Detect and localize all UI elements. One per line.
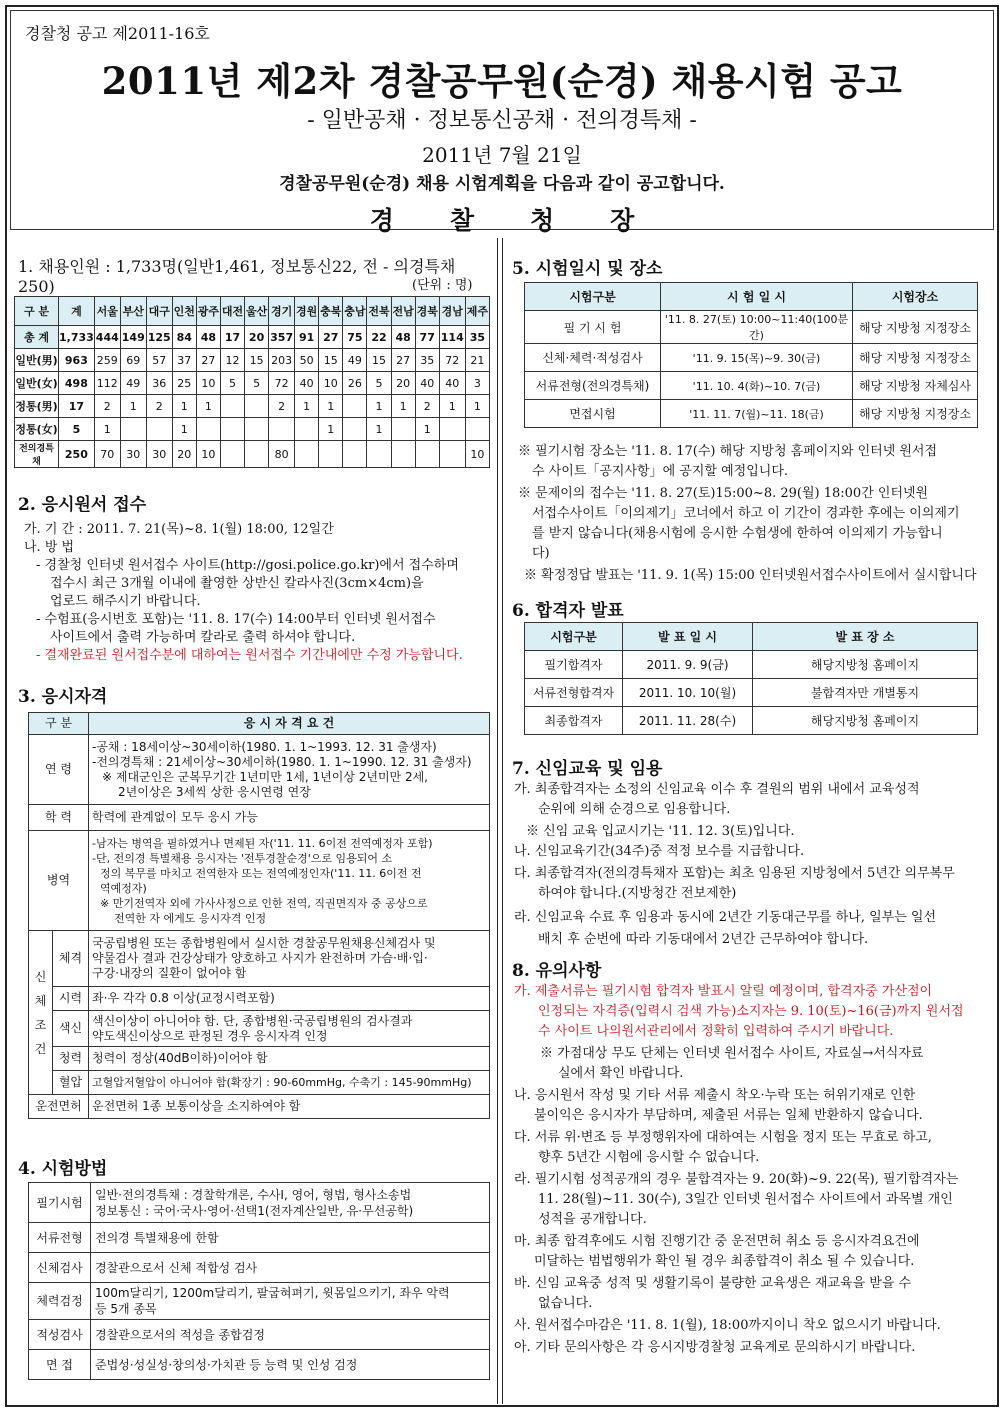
- table-header-cell: 시험구분: [525, 283, 661, 311]
- method-line: 정보통신 : 국어·국사·영어·선택1(전자계산일반, 유·무선공학): [95, 1203, 414, 1218]
- s8-line: 미달하는 범법행위가 확인 될 경우 최종합격이 취소 될 수 있습니다.: [534, 1254, 915, 1269]
- method-desc: [91, 1223, 490, 1253]
- s5-note-line: 수 사이트「공지사항」에 공지할 예정입니다.: [532, 464, 789, 479]
- table-cell: 1: [415, 418, 439, 441]
- s8-line: 마. 최종 합격후에도 시험 진행기간 중 운전면허 취소 등 응시자격요건에: [514, 1234, 920, 1249]
- table-cell: [343, 395, 367, 418]
- method-line: 경찰관으로서의 적성을 종합검정: [95, 1327, 265, 1342]
- table-cell: 30: [120, 441, 146, 468]
- s8-red-line: 수 사이트 나의원서관리에서 정확히 입력하여 주시기 바랍니다.: [538, 1024, 894, 1039]
- table-cell: [220, 441, 244, 468]
- s8-red-line: 인정되는 자격증(입력시 검색 가능)소지자는 9. 10(토)~16(금)까지 원서접: [538, 1004, 964, 1019]
- table-cell: 2011. 9. 9(금): [623, 651, 753, 679]
- table-cell: [146, 418, 172, 441]
- table-cell: 27: [319, 326, 343, 349]
- table-cell: 20: [172, 441, 196, 468]
- age-cell: [89, 735, 490, 805]
- table-cell: 40: [415, 372, 439, 395]
- s2-line: 가. 기 간 : 2011. 7. 21(목)~8. 1(월) 18:00, 12일간: [24, 522, 334, 537]
- table-row: [15, 372, 490, 395]
- table-cell: 84: [172, 326, 196, 349]
- table-cell: 1: [367, 418, 391, 441]
- method-desc: [91, 1183, 490, 1223]
- table-cell: 2: [415, 395, 439, 418]
- phys-cell: [89, 931, 490, 987]
- s5-note-line: 다): [532, 546, 550, 561]
- s2-line: 업로드 해주시기 바랍니다.: [50, 594, 201, 609]
- table-header-cell: 충남: [343, 297, 367, 326]
- table-cell: 72: [439, 349, 465, 372]
- table-cell: '11. 8. 27(토) 10:00~11:40(100분간): [661, 311, 853, 344]
- color-label: 색신: [53, 1011, 89, 1047]
- s2-line: - 경찰청 인터넷 원서접수 사이트(http://gosi.police.go.kr)에서 접수하며: [36, 558, 459, 573]
- s7-line: ※ 신임 교육 입교시기는 '11. 12. 3(토)입니다.: [526, 824, 795, 839]
- s8-line: 없습니다.: [538, 1296, 593, 1311]
- intro-text: 경찰공무원(순경) 채용 시험계획을 다음과 같이 공고합니다.: [279, 174, 725, 194]
- table-cell: [245, 395, 269, 418]
- s3-heading: 3. 응시자격: [18, 687, 108, 707]
- age-line: ※ 제대군인은 군복무기간 1년미만 1세, 1년이상 2년미만 2세,: [102, 769, 428, 784]
- s1-unit: (단위 : 명): [412, 278, 473, 293]
- table-cell: 22: [367, 326, 391, 349]
- s7-line: 가. 최종합격자는 소정의 신임교육 이수 후 결원의 범위 내에서 교육성적: [514, 782, 920, 797]
- table-cell: 50: [295, 349, 319, 372]
- s1-heading: 1. 채용인원 : 1,733명(일반1,461, 정보통신22, 전 - 의경특채250): [18, 257, 456, 296]
- table-cell: 1: [172, 418, 196, 441]
- age-label: 연 령: [29, 735, 89, 805]
- table-cell: 72: [269, 372, 295, 395]
- table-cell: [269, 418, 295, 441]
- table-cell: 2011. 11. 28(수): [623, 707, 753, 735]
- s5-note-line: 서접수사이트「이의제기」코너에서 하고 이 기간이 경과한 후에는 이의제기: [532, 506, 960, 521]
- table-header-cell: 대구: [146, 297, 172, 326]
- table-cell: 서류전형(전의경특채): [525, 372, 661, 400]
- table-row: [15, 326, 490, 349]
- table-cell: 2: [146, 395, 172, 418]
- table-row: [15, 395, 490, 418]
- table-header-cell: 광주: [196, 297, 220, 326]
- table-header-cell: 발 표 일 시: [623, 623, 753, 651]
- table-cell: [439, 418, 465, 441]
- vis-cell: 좌·우 각각 0.8 이상(교정시력포함): [89, 987, 490, 1011]
- table-row: [15, 349, 490, 372]
- s7-line: 다. 최종합격자(전의경특채자 포함)는 최초 임용된 지방청에서 5년간 의무복무: [514, 866, 955, 881]
- table-cell: 1: [319, 418, 343, 441]
- s8-heading: 8. 유의사항: [512, 961, 602, 981]
- mil-line: -단, 전의경 특별채용 응시자는 '전투경찰순경'으로 임용되어 소: [92, 851, 393, 865]
- table-cell: 10: [196, 441, 220, 468]
- table-cell: [319, 441, 343, 468]
- lic-cell: 운전면허 1종 보통이상을 소지하여야 함: [89, 1095, 490, 1119]
- table-cell: 12: [220, 349, 244, 372]
- mil-line: 정의 복무를 마치고 전역한자 또는 전역예정인자('11. 11. 6이전 전: [100, 866, 422, 880]
- table-header-cell: 발 표 장 소: [753, 623, 978, 651]
- exam-method-table: [28, 1182, 490, 1380]
- s6-heading: 6. 합격자 발표: [512, 601, 624, 621]
- table-cell: 5: [220, 372, 244, 395]
- table-cell: 203: [269, 349, 295, 372]
- table-cell: 해당지방청 홈페이지: [753, 707, 978, 735]
- s8-line: 라. 필기시험 성적공개의 경우 불합격자는 9. 20(화)~9. 22(목), 필기합격자는: [514, 1172, 959, 1187]
- table-cell: 80: [269, 441, 295, 468]
- table-header-cell: 시험구분: [525, 623, 623, 651]
- s5-note-line: ※ 확정정답 발표는 '11. 9. 1(목) 15:00 인터넷원서접수사이트에서 실시합니다: [524, 568, 977, 583]
- mil-line: -남자는 병역을 필하였거나 면제된 자('11. 11. 6이전 전역예정자 포함): [92, 836, 433, 850]
- table-cell: 면접시험: [525, 400, 661, 428]
- table-cell: 필 기 시 험: [525, 311, 661, 344]
- s8-line: 성적을 공개합니다.: [538, 1212, 647, 1227]
- s7-line: 나. 신임교육기간(34주)중 적정 보수를 지급합니다.: [514, 844, 805, 859]
- table-cell: 2: [94, 395, 120, 418]
- s8-line: ※ 가점대상 무도 단체는 인터넷 원서접수 사이트, 자료실→서식자료: [540, 1046, 924, 1061]
- method-line: 일반·전의경특채 : 경찰학개론, 수사Ⅰ, 영어, 형법, 형사소송법: [95, 1187, 412, 1202]
- table-cell: 15: [245, 349, 269, 372]
- method-desc: [91, 1283, 490, 1320]
- qualification-table: [28, 712, 490, 1119]
- age-line: 2년이상은 3세씩 상한 응시연령 연장: [118, 784, 311, 799]
- table-cell: 2011. 10. 10(월): [623, 679, 753, 707]
- table-cell: 498: [59, 372, 95, 395]
- hear-cell: 청력이 정상(40dB이하)이어야 함: [89, 1047, 490, 1071]
- table-cell: [295, 418, 319, 441]
- table-header-cell: 경원: [295, 297, 319, 326]
- table-cell: 1: [465, 395, 489, 418]
- table-cell: 전의경특채: [15, 441, 59, 468]
- method-desc: [91, 1350, 490, 1380]
- table-cell: 서류전형합격자: [525, 679, 623, 707]
- table-cell: 10: [319, 372, 343, 395]
- table-cell: [295, 441, 319, 468]
- table-cell: 1: [94, 418, 120, 441]
- method-label: 필기시험: [29, 1183, 91, 1223]
- s8-line: 불이익은 응시자가 부담하며, 제출된 서류는 일체 반환하지 않습니다.: [534, 1108, 923, 1123]
- s3-col2: 응 시 자 격 요 건: [89, 713, 490, 735]
- table-cell: 3: [465, 372, 489, 395]
- table-cell: 57: [146, 349, 172, 372]
- table-cell: 15: [319, 349, 343, 372]
- table-cell: 91: [295, 326, 319, 349]
- method-label: 신체검사: [29, 1253, 91, 1283]
- table-header-cell: 계: [59, 297, 95, 326]
- s2-line: 나. 방 법: [24, 540, 75, 555]
- table-row: [525, 344, 978, 372]
- table-cell: 해당 지방청 지정장소: [853, 344, 978, 372]
- table-cell: 963: [59, 349, 95, 372]
- phys-line: 구강·내장의 질환이 없어야 함: [92, 966, 247, 980]
- table-cell: 2: [269, 395, 295, 418]
- table-header-cell: 인천: [172, 297, 196, 326]
- table-cell: 총 계: [15, 326, 59, 349]
- s7-line: 라. 신임교육 수료 후 임용과 동시에 2년간 기동대근무를 하나, 일부는 일선: [514, 910, 937, 925]
- table-row: [15, 441, 490, 468]
- phys-line: 약물검사 결과 건강상태가 양호하고 사지가 완전하며 가슴·배·입·: [92, 951, 428, 965]
- table-row: [525, 679, 978, 707]
- s5-note-line: 를 받지 않습니다(채용시험에 응시한 수험생에 한하여 이의제기 가능합니: [532, 526, 943, 541]
- s8-line: 사. 원서접수마감은 '11. 8. 1(월), 18:00까지이니 착오 없으시기 바랍니다.: [514, 1318, 941, 1333]
- mil-cell: [89, 831, 490, 931]
- method-desc: [91, 1320, 490, 1350]
- table-row: [29, 1350, 490, 1380]
- method-line: 전의경 특별채용에 한함: [95, 1230, 219, 1245]
- mil-label: 병역: [29, 831, 89, 931]
- table-cell: [439, 441, 465, 468]
- table-cell: 444: [94, 326, 120, 349]
- table-cell: 불합격자만 개별통지: [753, 679, 978, 707]
- page-subtitle: - 일반공채 · 정보통신공채 · 전의경특채 -: [307, 108, 697, 133]
- s4-heading: 4. 시험방법: [18, 1159, 108, 1179]
- table-row: [525, 400, 978, 428]
- table-cell: [245, 418, 269, 441]
- table-header-cell: 시 험 일 시: [661, 283, 853, 311]
- table-cell: 36: [146, 372, 172, 395]
- s7-line: 순위에 의해 순경으로 임용합니다.: [538, 802, 731, 817]
- table-cell: 17: [220, 326, 244, 349]
- table-cell: 5: [367, 372, 391, 395]
- table-cell: [391, 418, 415, 441]
- signature: 경찰청장: [369, 206, 691, 235]
- table-cell: 1,733: [59, 326, 95, 349]
- age-line: -전의경특채 : 21세이상~30세이하(1980. 1. 1~1990. 12. 31 출생자): [92, 754, 472, 769]
- table-cell: 1: [391, 395, 415, 418]
- s8-line: 향후 5년간 시험에 응시할 수 없습니다.: [538, 1150, 760, 1165]
- table-cell: 5: [59, 418, 95, 441]
- s7-line: 하여야 합니다.(지방청간 전보제한): [538, 886, 737, 901]
- edu-label: 학 력: [29, 805, 89, 831]
- table-cell: 125: [146, 326, 172, 349]
- table-cell: [343, 441, 367, 468]
- table-cell: 20: [391, 372, 415, 395]
- table-cell: 26: [343, 372, 367, 395]
- table-cell: [220, 418, 244, 441]
- table-row: [29, 1283, 490, 1320]
- s5-heading: 5. 시험일시 및 장소: [512, 259, 663, 279]
- table-cell: '11. 11. 7(월)~11. 18(금): [661, 400, 853, 428]
- table-row: [29, 1320, 490, 1350]
- header: [10, 10, 994, 235]
- phys-label: 체격: [53, 931, 89, 987]
- table-cell: 정통(男): [15, 395, 59, 418]
- table-header-cell: 구 분: [15, 297, 59, 326]
- table-cell: 필기합격자: [525, 651, 623, 679]
- table-cell: [196, 418, 220, 441]
- column-divider: [497, 238, 503, 1404]
- table-header-cell: 대전: [220, 297, 244, 326]
- table-cell: 357: [269, 326, 295, 349]
- table-cell: 149: [120, 326, 146, 349]
- table-row: [29, 1223, 490, 1253]
- table-cell: 114: [439, 326, 465, 349]
- table-cell: 17: [59, 395, 95, 418]
- mil-line: 역예정자): [100, 881, 147, 895]
- method-desc: [91, 1253, 490, 1283]
- method-label: 서류전형: [29, 1223, 91, 1253]
- s2-line: 접수시 최근 3개월 이내에 촬영한 상반신 칼라사진(3cm×4cm)을: [50, 576, 424, 591]
- table-cell: 1: [439, 395, 465, 418]
- table-row: [29, 1183, 490, 1223]
- table-cell: 25: [172, 372, 196, 395]
- table-cell: 1: [367, 395, 391, 418]
- recruitment-table: [14, 296, 490, 468]
- method-line: 100m달리기, 1200m달리기, 팔굽혀펴기, 윗몸일으키기, 좌우 악력: [95, 1286, 450, 1300]
- table-header-cell: 시험장소: [853, 283, 978, 311]
- page-title: 2011년 제2차 경찰공무원(순경) 채용시험 공고: [101, 59, 903, 103]
- table-cell: [343, 418, 367, 441]
- table-cell: 1: [319, 395, 343, 418]
- s8-line: 11. 28(월)~11. 30(수), 3일간 인터넷 원서접수 사이트에서 과목별 개인: [538, 1192, 953, 1207]
- table-cell: [415, 441, 439, 468]
- table-header-cell: 부산: [120, 297, 146, 326]
- table-row: [15, 418, 490, 441]
- table-cell: 5: [245, 372, 269, 395]
- s8-red-line: 가. 제출서류는 필기시험 합격자 발표시 알릴 예정이며, 합격자중 가산점이: [514, 984, 933, 999]
- table-cell: 35: [415, 349, 439, 372]
- table-cell: 259: [94, 349, 120, 372]
- table-cell: 해당지방청 홈페이지: [753, 651, 978, 679]
- table-cell: 10: [465, 441, 489, 468]
- table-cell: 250: [59, 441, 95, 468]
- table-header-cell: 서울: [94, 297, 120, 326]
- table-cell: 신체·체력·적성검사: [525, 344, 661, 372]
- table-header-cell: 제주: [465, 297, 489, 326]
- bp-cell: 고혈압저혈압이 아니어야 함(확장기 : 90-60mmHg, 수축기 : 145-90mmHg): [89, 1071, 490, 1095]
- s5-note-line: ※ 문제이의 접수는 '11. 8. 27(토)15:00~8. 29(월) 18:00간 인터넷원: [518, 486, 929, 501]
- s8-line: 다. 서류 위·변조 등 부정행위자에 대하여는 시험을 정지 또는 무효로 하고,: [514, 1130, 932, 1145]
- method-label: 적성검사: [29, 1320, 91, 1350]
- table-cell: 27: [196, 349, 220, 372]
- mil-line: 전역한 자 에게도 응시자격 인정: [114, 911, 267, 925]
- method-line: 준법성·성실성·창의성·가치관 등 능력 및 인성 검정: [95, 1357, 358, 1372]
- color-cell: [89, 1011, 490, 1047]
- table-cell: 70: [94, 441, 120, 468]
- table-cell: 해당 지방청 지정장소: [853, 311, 978, 344]
- table-cell: 15: [367, 349, 391, 372]
- s3-col1: 구 분: [29, 713, 89, 735]
- table-cell: 69: [120, 349, 146, 372]
- table-cell: '11. 9. 15(목)~9. 30(금): [661, 344, 853, 372]
- method-label: 체력검정: [29, 1283, 91, 1320]
- table-cell: 48: [196, 326, 220, 349]
- hear-label: 청력: [53, 1047, 89, 1071]
- table-header-cell: 경북: [415, 297, 439, 326]
- table-cell: 37: [172, 349, 196, 372]
- table-cell: 1: [120, 395, 146, 418]
- table-cell: [391, 441, 415, 468]
- vis-label: 시력: [53, 987, 89, 1011]
- table-row: [525, 311, 978, 344]
- table-row: [525, 372, 978, 400]
- table-cell: 77: [415, 326, 439, 349]
- s7-line: 배치 후 순번에 따라 기동대에서 2년간 근무하여야 합니다.: [538, 932, 869, 947]
- table-cell: 30: [146, 441, 172, 468]
- table-cell: '11. 10. 4(화)~10. 7(금): [661, 372, 853, 400]
- table-cell: 48: [391, 326, 415, 349]
- table-header-cell: 충북: [319, 297, 343, 326]
- table-cell: 해당 지방청 자체심사: [853, 372, 978, 400]
- table-header-cell: 전북: [367, 297, 391, 326]
- table-cell: 27: [391, 349, 415, 372]
- table-cell: 최종합격자: [525, 707, 623, 735]
- table-header-cell: 경기: [269, 297, 295, 326]
- table-header-cell: 전남: [391, 297, 415, 326]
- table-cell: 1: [295, 395, 319, 418]
- s2-line: 사이트에서 출력 가능하며 칼라로 출력 하셔야 합니다.: [50, 630, 356, 645]
- s8-line: 바. 신임 교육중 성적 및 생활기록이 불량한 교육생은 재교육을 받을 수: [514, 1276, 912, 1291]
- table-cell: 10: [196, 372, 220, 395]
- table-cell: 해당 지방청 지정장소: [853, 400, 978, 428]
- body-label: 신체조건: [29, 931, 53, 1095]
- table-cell: 75: [343, 326, 367, 349]
- lic-label: 운전면허: [29, 1095, 89, 1119]
- table-cell: 40: [439, 372, 465, 395]
- color-line: 약도색신이상으로 판정된 경우 응시자격 인정: [92, 1028, 328, 1043]
- table-cell: 일반(男): [15, 349, 59, 372]
- mil-line: ※ 만기전역자 외에 가사사정으로 인한 전역, 직권면직자 중 공상으로: [100, 896, 428, 910]
- s7-heading: 7. 신임교육 및 임용: [512, 759, 663, 779]
- table-header-cell: 경남: [439, 297, 465, 326]
- table-cell: 40: [295, 372, 319, 395]
- announcement-date: 2011년 7월 21일: [422, 143, 582, 167]
- color-line: 색신이상이 아니어야 함. 단, 종합병원·국공립병원의 검사결과: [92, 1013, 413, 1028]
- table-cell: 112: [94, 372, 120, 395]
- table-cell: [245, 441, 269, 468]
- s8-line: 아. 기타 문의사항은 각 응시지방경찰청 교육계로 문의하시기 바랍니다.: [514, 1340, 916, 1355]
- s2-line: - 결재완료된 원서접수분에 대하여는 원서접수 기간내에만 수정 가능합니다.: [36, 648, 463, 663]
- age-line: -공채 : 18세이상~30세이하(1980. 1. 1~1993. 12. 31 출생자): [92, 739, 437, 754]
- table-row: [525, 707, 978, 735]
- phys-line: 국공립병원 또는 종합병원에서 실시한 경찰공무원채용신체검사 및: [92, 936, 436, 950]
- method-label: 면 접: [29, 1350, 91, 1380]
- table-cell: 21: [465, 349, 489, 372]
- table-cell: 20: [245, 326, 269, 349]
- table-cell: [220, 395, 244, 418]
- table-cell: 1: [172, 395, 196, 418]
- s2-line: - 수험표(응시번호 포함)는 '11. 8. 17(수) 14:00부터 인터넷 원서접수: [36, 612, 436, 627]
- table-cell: [465, 418, 489, 441]
- method-line: 등 5개 종목: [95, 1302, 157, 1316]
- bp-label: 혈압: [53, 1071, 89, 1095]
- table-cell: 정통(女): [15, 418, 59, 441]
- table-cell: [367, 441, 391, 468]
- s2-heading: 2. 응시원서 접수: [18, 495, 147, 515]
- table-cell: 일반(女): [15, 372, 59, 395]
- s5-note-line: ※ 필기시험 장소는 '11. 8. 17(수) 해당 지방청 홈페이지와 인터넷 원서접: [518, 444, 938, 459]
- table-cell: [120, 418, 146, 441]
- edu-cell: 학력에 관계없이 모두 응시 가능: [89, 805, 490, 831]
- table-cell: 35: [465, 326, 489, 349]
- notice-number: 경찰청 공고 제2011-16호: [25, 24, 210, 43]
- table-cell: 49: [343, 349, 367, 372]
- table-cell: 49: [120, 372, 146, 395]
- s8-line: 나. 응시원서 작성 및 기타 서류 제출시 착오·누락 또는 허위기재로 인한: [514, 1088, 916, 1103]
- table-row: [525, 651, 978, 679]
- announcement-table: [524, 622, 978, 735]
- table-header-cell: 울산: [245, 297, 269, 326]
- s8-line: 실에서 확인 바랍니다.: [558, 1066, 684, 1081]
- table-row: [29, 1253, 490, 1283]
- method-line: 경찰관으로서 신체 적합성 검사: [95, 1260, 258, 1275]
- schedule-table: [524, 282, 978, 428]
- table-cell: 1: [196, 395, 220, 418]
